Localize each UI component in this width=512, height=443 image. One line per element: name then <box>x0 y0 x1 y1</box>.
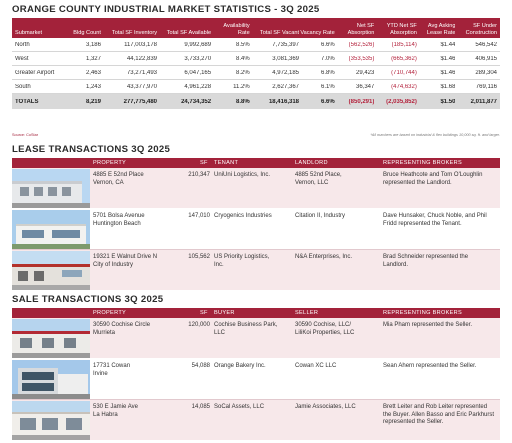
stat-cell: 44,122,839 <box>126 55 157 62</box>
total-cell: 277,775,480 <box>123 98 157 105</box>
lease-section-title: LEASE TRANSACTIONS 3Q 2025 <box>12 144 171 155</box>
col-header: Bldg Count <box>73 29 101 36</box>
lease-header-row <box>12 158 500 168</box>
stat-cell: 3,733,270 <box>184 55 212 62</box>
property-address: 19321 E Walnut Drive N City of Industry <box>93 254 158 268</box>
stats-row-west <box>12 52 500 66</box>
brokers-note: Brett Leiter and Rob Leiter represented the Buyer. Allen Basso and Eric Parkhurst represented the Seller. <box>383 404 495 426</box>
seller-name: Cowan XC LLC <box>295 363 337 369</box>
stat-cell: 73,271,493 <box>126 69 157 76</box>
col-header: REPRESENTING BROKERS <box>383 310 463 316</box>
col-header: SF <box>200 310 208 316</box>
col-header: BUYER <box>214 310 235 316</box>
sale-row <box>12 318 500 359</box>
stat-cell: (562,526) <box>348 41 375 48</box>
total-cell: $1.50 <box>440 98 456 105</box>
property-address: 5701 Bolsa Avenue Huntington Beach <box>93 213 145 227</box>
total-cell: 8,219 <box>85 98 101 105</box>
tenant-name: UniUni Logistics, Inc. <box>214 172 271 178</box>
footnote: *All numbers are based on industrial & flex buildings 10,000 sq. ft. and larger. <box>370 133 500 137</box>
total-cell: 2,011,877 <box>470 98 498 105</box>
lease-row <box>12 168 500 209</box>
stat-cell: 4,961,228 <box>184 83 212 90</box>
total-cell: (2,035,852) <box>386 98 417 105</box>
col-header: SF <box>200 160 208 166</box>
stats-header-row <box>12 18 500 38</box>
stat-cell: 36,347 <box>355 83 375 90</box>
stat-cell: 1,327 <box>85 55 101 62</box>
col-header: Availability Rate <box>223 23 250 36</box>
property-photo <box>12 251 90 290</box>
source-note: Source: CoStar <box>12 133 38 137</box>
col-header: Vacancy Rate <box>300 29 335 36</box>
stats-totals-row <box>12 94 500 109</box>
brokers-note: Mia Pham represented the Seller. <box>383 322 473 328</box>
col-header: TENANT <box>214 160 239 166</box>
sf-value: 147,010 <box>188 213 210 219</box>
stat-cell: 8.5% <box>236 41 250 48</box>
stat-cell: (474,632) <box>391 83 417 90</box>
landlord-name: N&A Enterprises, Inc. <box>295 254 353 260</box>
col-header: Total SF Available <box>166 29 212 36</box>
stat-cell: 8.4% <box>236 55 250 62</box>
buyer-name: Orange Bakery Inc. <box>214 363 266 369</box>
stats-row-north <box>12 38 500 52</box>
lease-row <box>12 209 500 250</box>
sale-table <box>12 308 500 441</box>
col-header: Avg Asking Lease Rate <box>426 23 456 36</box>
landlord-name: Citation II, Industry <box>295 213 346 219</box>
lease-table <box>12 158 500 291</box>
property-address: 30590 Cochise Circle Murrieta <box>93 322 151 336</box>
stat-cell: (665,362) <box>391 55 417 62</box>
submarket-cell: Greater Airport <box>15 69 55 76</box>
stat-cell: 3,081,369 <box>272 55 299 62</box>
property-address: 4885 E 52nd Place Vernon, CA <box>93 172 144 186</box>
stat-cell: 11.2% <box>233 83 250 90</box>
total-cell: 24,734,352 <box>181 98 212 105</box>
stat-cell: 7,735,397 <box>272 41 299 48</box>
sf-value: 210,347 <box>188 172 210 178</box>
property-photo <box>12 169 90 208</box>
stat-cell: 7.0% <box>321 55 335 62</box>
sale-row <box>12 359 500 400</box>
totals-label: TOTALS <box>15 98 39 105</box>
total-cell: 6.6% <box>321 98 335 105</box>
tenant-name: US Priority Logistics, Inc. <box>214 254 270 268</box>
sf-value: 105,562 <box>188 254 210 260</box>
lease-row <box>12 250 500 291</box>
col-header: Total SF Inventory <box>111 29 157 36</box>
tenant-name: Cryogenics Industries <box>214 213 272 219</box>
stat-cell: 1,243 <box>85 83 101 90</box>
stat-cell: 546,542 <box>475 41 498 48</box>
stat-cell: 6,047,165 <box>184 69 212 76</box>
market-stats-table <box>12 18 500 109</box>
submarket-cell: South <box>15 83 31 90</box>
seller-name: 30590 Cochise, LLC/ LiliKoi Properties, LLC <box>295 322 355 336</box>
stat-cell: $1.68 <box>440 83 456 90</box>
stat-cell: 2,463 <box>85 69 101 76</box>
property-photo <box>12 360 90 399</box>
buyer-name: SoCal Assets, LLC <box>214 404 265 410</box>
property-address: 530 E Jamie Ave La Habra <box>93 404 138 418</box>
stat-cell: (185,114) <box>391 41 417 48</box>
sale-row <box>12 400 500 441</box>
stat-cell: $1.46 <box>440 69 456 76</box>
property-photo <box>12 319 90 358</box>
stat-cell: 6.6% <box>321 41 335 48</box>
sf-value: 54,088 <box>191 363 210 369</box>
stat-cell: 8.2% <box>236 69 250 76</box>
stat-cell: 117,003,178 <box>124 41 157 48</box>
stat-cell: 6.1% <box>321 83 335 90</box>
stat-cell: 6.8% <box>321 69 335 76</box>
brokers-note: Sean Ahern represented the Seller. <box>383 363 477 369</box>
sale-header-row <box>12 308 500 318</box>
col-header: REPRESENTING BROKERS <box>383 160 463 166</box>
stat-cell: 769,116 <box>475 83 498 90</box>
stat-cell: 4,972,185 <box>272 69 299 76</box>
col-header: Submarket <box>15 29 43 36</box>
col-header: PROPERTY <box>93 160 127 166</box>
col-header: SELLER <box>295 310 319 316</box>
stat-cell: 2,627,367 <box>272 83 299 90</box>
total-cell: 18,416,318 <box>268 98 299 105</box>
stat-cell: 9,992,689 <box>184 41 212 48</box>
stat-cell: $1.44 <box>440 41 456 48</box>
landlord-name: 4885 52nd Place, Vernon, LLC <box>295 172 342 186</box>
property-photo <box>12 401 90 440</box>
stat-cell: 3,186 <box>85 41 101 48</box>
submarket-cell: West <box>15 55 29 62</box>
submarket-cell: North <box>15 41 30 48</box>
stats-row-greater-airport <box>12 66 500 80</box>
total-cell: 8.8% <box>236 98 250 105</box>
col-header: Total SF Vacant <box>259 29 299 36</box>
seller-name: Jamie Associates, LLC <box>295 404 356 410</box>
stat-cell: $1.46 <box>440 55 456 62</box>
stats-notes <box>12 133 500 137</box>
col-header: SF Under Construction <box>465 23 498 36</box>
stat-cell: 29,423 <box>355 69 375 76</box>
brokers-note: Dave Hunsaker, Chuck Noble, and Phil Fridd represented the Tenant. <box>383 213 487 227</box>
stat-cell: 406,915 <box>475 55 498 62</box>
buyer-name: Cochise Business Park, LLC <box>214 322 278 336</box>
sf-value: 120,000 <box>188 322 210 328</box>
sf-value: 14,085 <box>191 404 210 410</box>
property-address: 17731 Cowan Irvine <box>93 363 131 377</box>
market-stats-title: ORANGE COUNTY INDUSTRIAL MARKET STATISTICS - 3Q 2025 <box>12 4 320 15</box>
stats-row-south <box>12 80 500 94</box>
property-photo <box>12 210 90 249</box>
stat-cell: 43,377,970 <box>126 83 157 90</box>
col-header: Net SF Absorption <box>347 23 375 36</box>
total-cell: (850,291) <box>348 98 375 105</box>
stat-cell: (710,744) <box>391 69 417 76</box>
col-header: YTD Net SF Absorption <box>386 23 417 36</box>
stat-cell: (353,535) <box>348 55 375 62</box>
brokers-note: Bruce Heathcote and Tom O'Loughlin represented the Landlord. <box>383 172 483 186</box>
col-header: LANDLORD <box>295 160 328 166</box>
sale-section-title: SALE TRANSACTIONS 3Q 2025 <box>12 294 164 305</box>
brokers-note: Brad Schneider represented the Landlord. <box>383 254 469 268</box>
stat-cell: 289,304 <box>475 69 498 76</box>
col-header: PROPERTY <box>93 310 127 316</box>
